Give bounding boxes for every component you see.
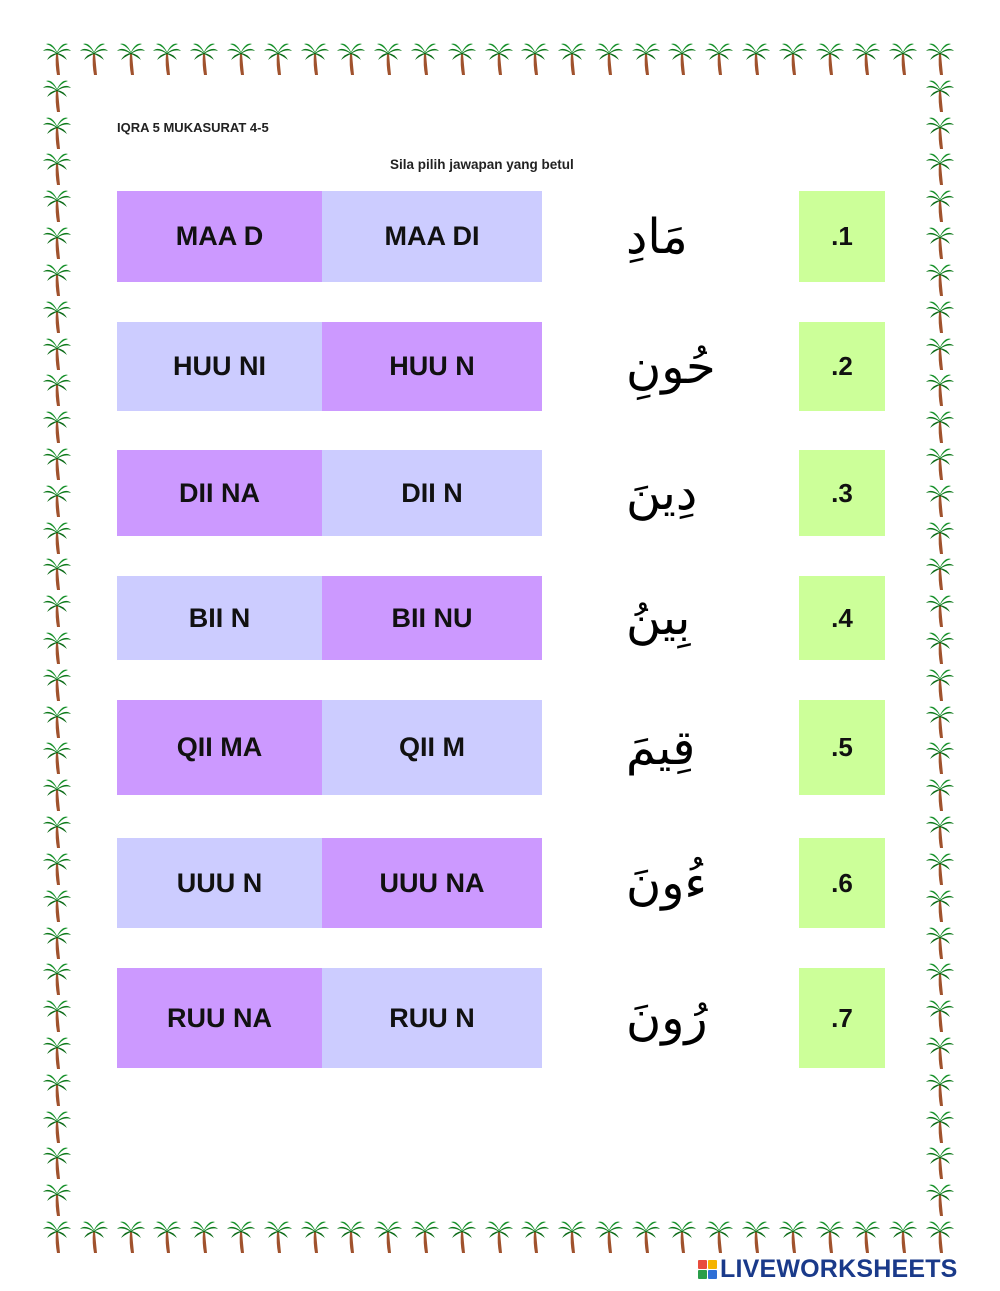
palm-tree-icon — [815, 1218, 845, 1254]
palm-tree-icon — [778, 1218, 808, 1254]
palm-tree-icon — [373, 1218, 403, 1254]
question-number: .4 — [799, 576, 885, 660]
palm-tree-icon — [263, 40, 293, 76]
palm-tree-icon — [925, 40, 955, 76]
palm-tree-icon — [410, 1218, 440, 1254]
palm-tree-icon — [447, 1218, 477, 1254]
palm-tree-icon — [741, 40, 771, 76]
palm-tree-icon — [447, 40, 477, 76]
palm-tree-icon — [925, 150, 955, 186]
question-row-7 — [0, 968, 1000, 1068]
logo-text: LIVEWORKSHEETS — [720, 1255, 958, 1283]
palm-tree-icon — [778, 40, 808, 76]
palm-tree-icon — [925, 408, 955, 444]
question-row-3 — [0, 450, 1000, 536]
palm-tree-icon — [42, 666, 72, 702]
liveworksheets-logo[interactable] — [698, 1255, 958, 1284]
question-number: .7 — [799, 968, 885, 1068]
question-number: .3 — [799, 450, 885, 536]
palm-tree-icon — [557, 1218, 587, 1254]
answer-choice-a[interactable]: BII N — [117, 576, 322, 660]
palm-tree-icon — [410, 40, 440, 76]
palm-tree-icon — [42, 150, 72, 186]
answer-choice-b[interactable]: RUU N — [322, 968, 542, 1068]
palm-tree-icon — [116, 40, 146, 76]
palm-tree-icon — [300, 40, 330, 76]
palm-tree-icon — [557, 40, 587, 76]
palm-tree-icon — [42, 40, 72, 76]
palm-tree-icon — [152, 1218, 182, 1254]
palm-tree-icon — [42, 1071, 72, 1107]
palm-tree-icon — [925, 1108, 955, 1144]
palm-tree-icon — [667, 40, 697, 76]
palm-tree-icon — [851, 40, 881, 76]
arabic-word: قِيمَ — [626, 719, 696, 776]
answer-choice-a[interactable]: RUU NA — [117, 968, 322, 1068]
worksheet-instruction: Sila pilih jawapan yang betul — [390, 157, 574, 172]
palm-tree-icon — [520, 1218, 550, 1254]
question-row-2 — [0, 322, 1000, 411]
palm-tree-icon — [594, 1218, 624, 1254]
palm-tree-icon — [631, 40, 661, 76]
worksheet-title: IQRA 5 MUKASURAT 4-5 — [117, 120, 269, 135]
palm-tree-icon — [79, 1218, 109, 1254]
palm-tree-icon — [851, 1218, 881, 1254]
arabic-word: بِينُ — [626, 590, 691, 646]
answer-choice-a[interactable]: DII NA — [117, 450, 322, 536]
palm-tree-icon — [79, 40, 109, 76]
arabic-word: ءُونَ — [626, 855, 707, 911]
palm-tree-icon — [704, 40, 734, 76]
palm-tree-icon — [152, 40, 182, 76]
arabic-word: حُونِ — [626, 338, 716, 395]
palm-tree-icon — [226, 1218, 256, 1254]
palm-tree-icon — [116, 1218, 146, 1254]
palm-tree-icon — [925, 1181, 955, 1217]
answer-choice-a[interactable]: UUU N — [117, 838, 322, 928]
liveworksheets-logo-icon — [698, 1260, 717, 1279]
palm-tree-icon — [925, 666, 955, 702]
palm-tree-icon — [925, 77, 955, 113]
palm-tree-icon — [373, 40, 403, 76]
question-row-5 — [0, 700, 1000, 795]
answer-choice-b[interactable]: MAA DI — [322, 191, 542, 282]
palm-tree-icon — [594, 40, 624, 76]
answer-choice-a[interactable]: MAA D — [117, 191, 322, 282]
answer-choice-b[interactable]: BII NU — [322, 576, 542, 660]
question-number: .2 — [799, 322, 885, 411]
answer-choice-a[interactable]: QII MA — [117, 700, 322, 795]
answer-choice-b[interactable]: UUU NA — [322, 838, 542, 928]
question-number: .6 — [799, 838, 885, 928]
palm-tree-icon — [925, 1218, 955, 1254]
palm-tree-icon — [925, 1144, 955, 1180]
palm-tree-icon — [42, 77, 72, 113]
palm-tree-icon — [888, 1218, 918, 1254]
arabic-word: رُونَ — [626, 990, 708, 1046]
palm-tree-icon — [925, 114, 955, 150]
palm-tree-icon — [42, 1218, 72, 1254]
palm-tree-icon — [189, 1218, 219, 1254]
arabic-word: مَادِ — [626, 208, 688, 265]
palm-tree-icon — [741, 1218, 771, 1254]
question-number: .1 — [799, 191, 885, 282]
palm-tree-icon — [42, 408, 72, 444]
palm-tree-icon — [520, 40, 550, 76]
answer-choice-a[interactable]: HUU NI — [117, 322, 322, 411]
palm-tree-icon — [925, 924, 955, 960]
palm-tree-icon — [667, 1218, 697, 1254]
palm-tree-icon — [226, 40, 256, 76]
palm-tree-icon — [704, 1218, 734, 1254]
palm-tree-icon — [336, 1218, 366, 1254]
question-row-4 — [0, 576, 1000, 660]
arabic-word: دِينَ — [626, 465, 698, 521]
question-number: .5 — [799, 700, 885, 795]
palm-tree-icon — [42, 924, 72, 960]
palm-tree-icon — [263, 1218, 293, 1254]
palm-tree-icon — [336, 40, 366, 76]
palm-tree-icon — [484, 1218, 514, 1254]
palm-tree-icon — [42, 1144, 72, 1180]
palm-tree-icon — [42, 1108, 72, 1144]
palm-tree-icon — [42, 1181, 72, 1217]
question-row-1 — [0, 191, 1000, 282]
palm-tree-icon — [42, 114, 72, 150]
palm-tree-icon — [815, 40, 845, 76]
answer-choice-b[interactable]: DII N — [322, 450, 542, 536]
palm-tree-icon — [925, 1071, 955, 1107]
palm-tree-icon — [484, 40, 514, 76]
palm-tree-icon — [300, 1218, 330, 1254]
answer-choice-b[interactable]: QII M — [322, 700, 542, 795]
palm-tree-icon — [888, 40, 918, 76]
palm-tree-icon — [631, 1218, 661, 1254]
question-row-6 — [0, 838, 1000, 928]
answer-choice-b[interactable]: HUU N — [322, 322, 542, 411]
palm-tree-icon — [189, 40, 219, 76]
